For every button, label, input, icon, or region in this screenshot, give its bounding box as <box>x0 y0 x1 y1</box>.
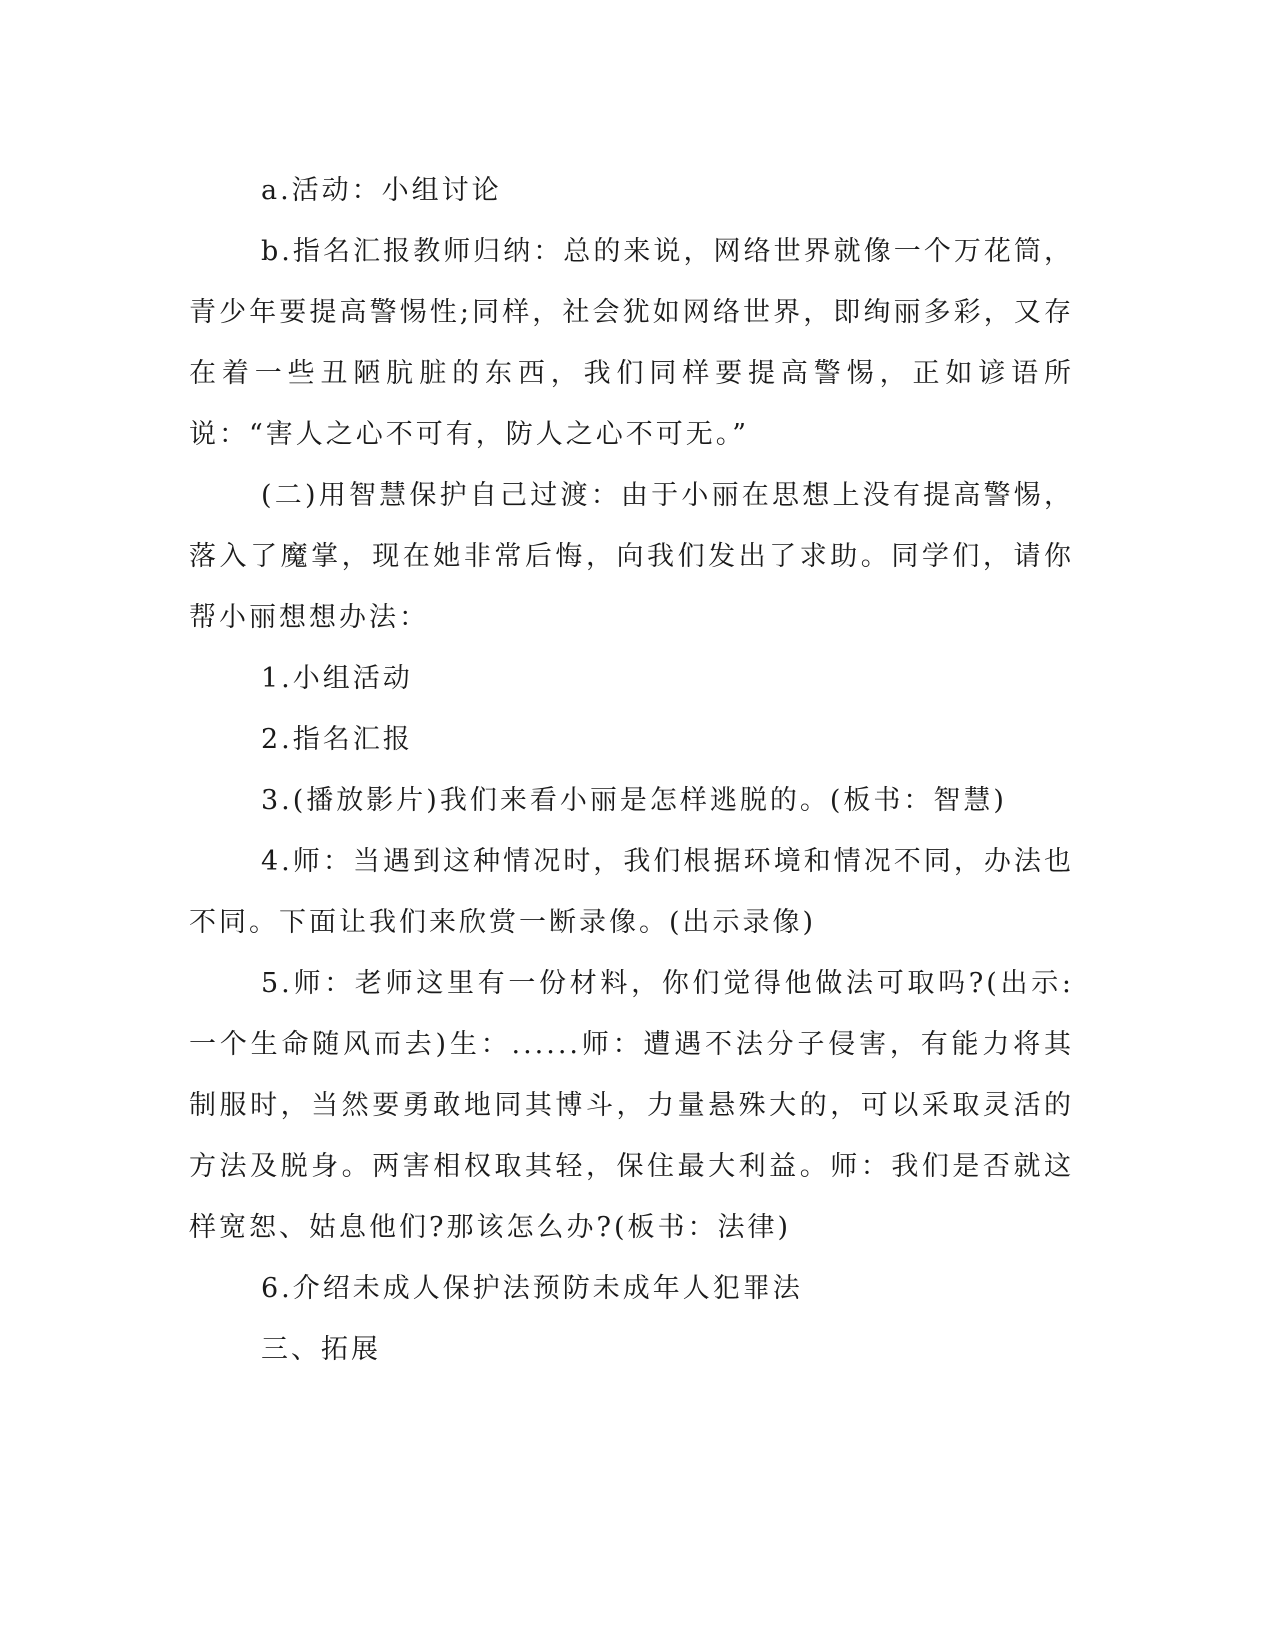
list-item-report: 2.指名汇报 <box>261 724 413 755</box>
list-item-play-film: 3.(播放影片)我们来看小丽是怎样逃脱的。(板书：智慧) <box>261 785 1007 816</box>
list-item-group-activity: 1.小组活动 <box>261 663 413 694</box>
paragraph-report-summary: b.指名汇报教师归纳：总的来说，网络世界就像一个万花筒，青少年要提高警惕性;同样，社会犹如网络世界，即绚丽多彩，又存在着一些丑陋肮脏的东西，我们同样要提高警惕，正如谚语所说：“害人之心不可有，防人之心不可无。” <box>189 236 1074 450</box>
paragraph-wisdom-protection: (二)用智慧保护自己过渡：由于小丽在思想上没有提高警惕，落入了魔掌，现在她非常后悔，向我们发出了求助。同学们，请你帮小丽想想办法： <box>189 480 1074 633</box>
paragraph-activity-discussion: a.活动：小组讨论 <box>261 175 502 206</box>
section-heading-extension: 三、拓展 <box>261 1334 381 1365</box>
list-item-law-introduction: 6.介绍未成人保护法预防未成年人犯罪法 <box>261 1273 803 1304</box>
list-item-teacher-material: 5.师：老师这里有一份材料，你们觉得他做法可取吗?(出示:一个生命随风而去)生：......师：遭遇不法分子侵害，有能力将其制服时，当然要勇敢地同其博斗，力量悬殊大的，可以采取灵活的方法及脱身。两害相权取其轻，保住最大利益。师：我们是否就这样宽恕、姑息他们?那该怎么办?(板书：法律) <box>189 968 1074 1243</box>
list-item-teacher-situation: 4.师：当遇到这种情况时，我们根据环境和情况不同，办法也不同。下面让我们来欣赏一断录像。(出示录像) <box>189 846 1074 938</box>
document-body <box>189 160 1074 1380</box>
